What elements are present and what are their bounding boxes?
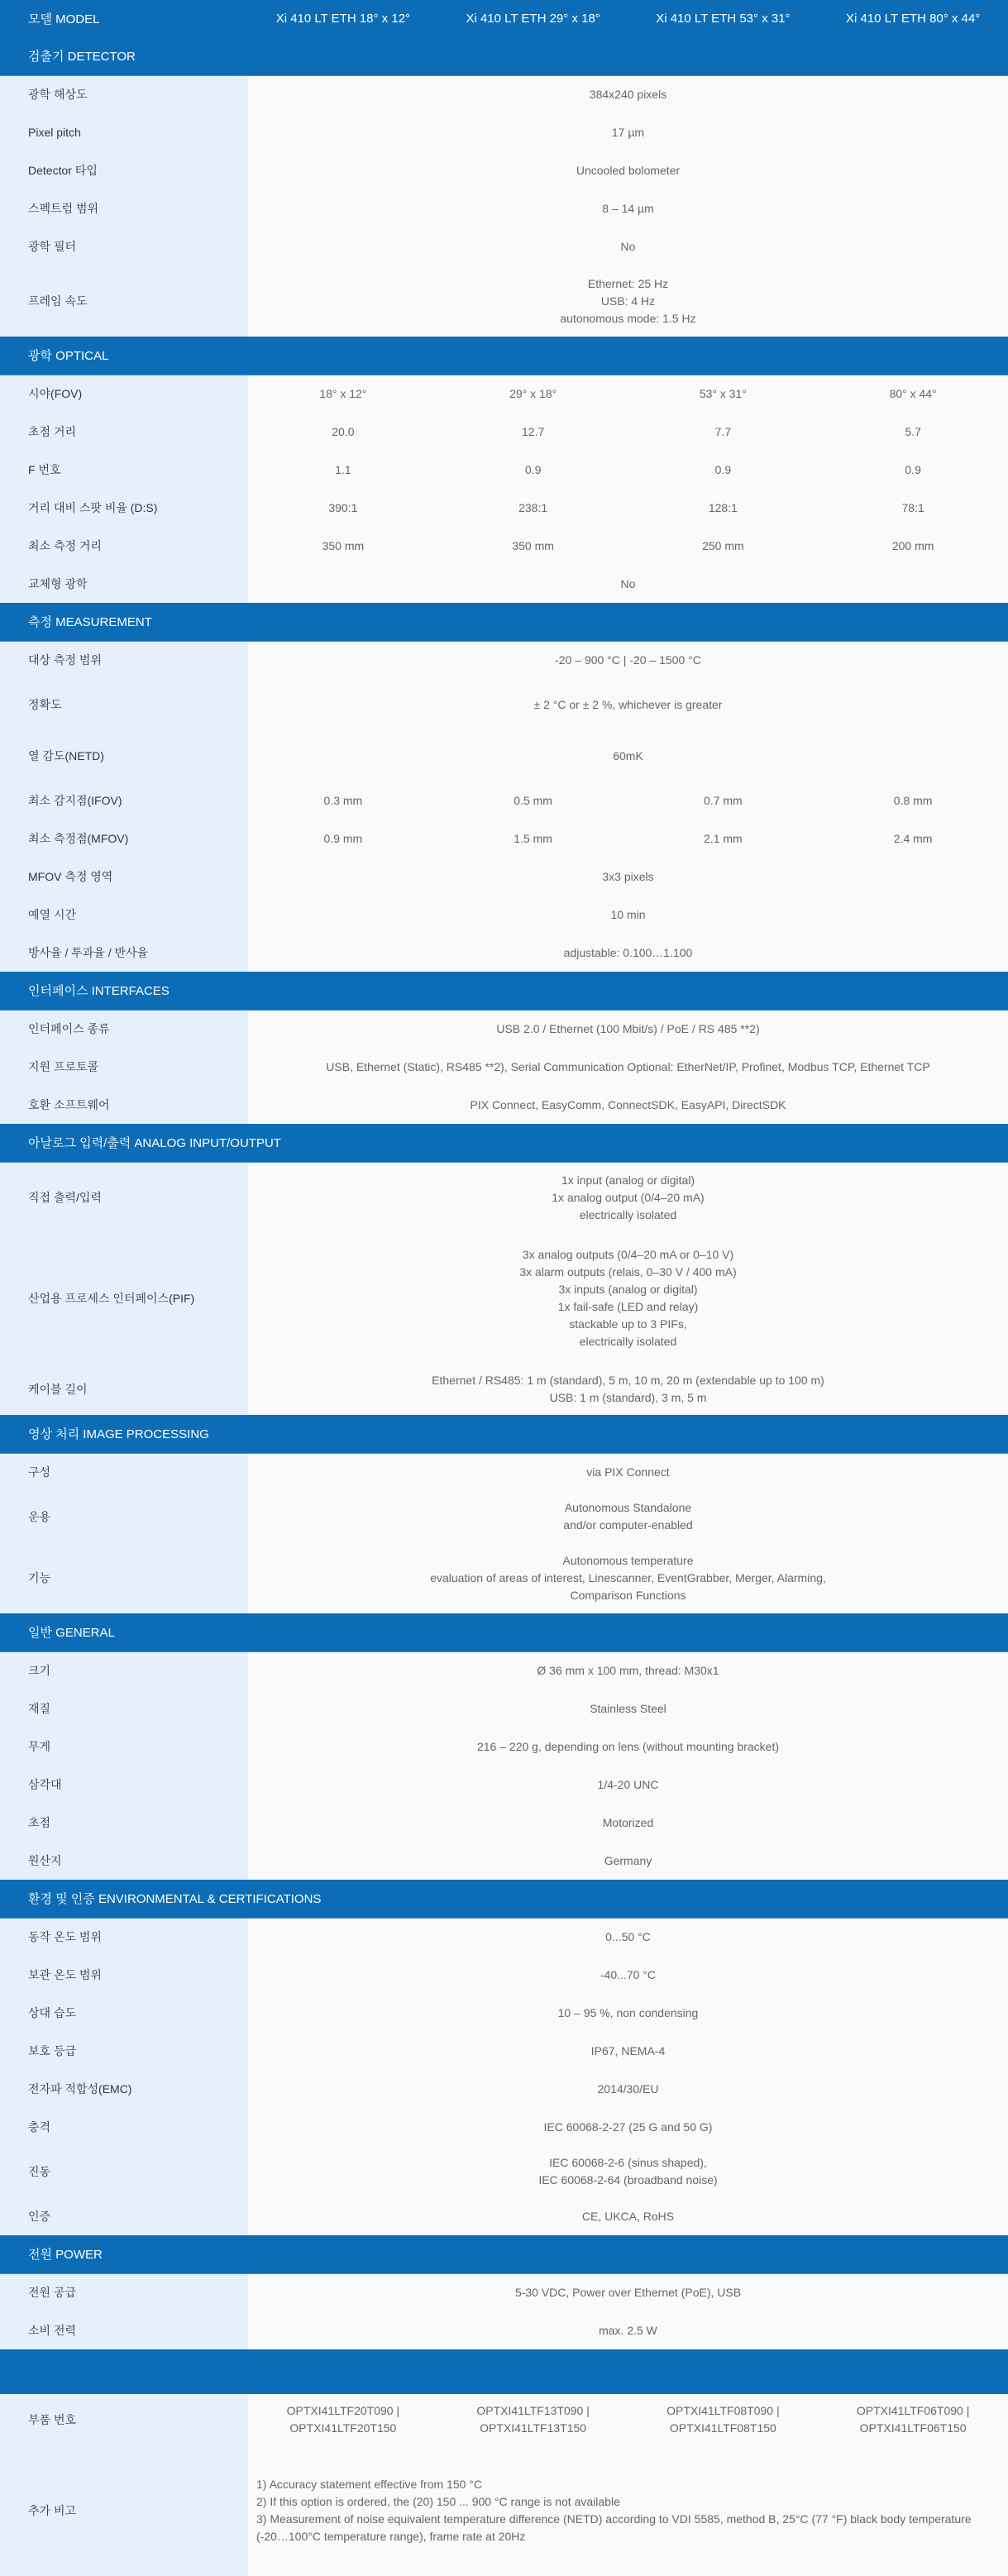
row-value [248, 1542, 1008, 1613]
row-value: 216 – 220 g, depending on lens (without mounting bracket) [248, 1728, 1008, 1766]
row-label: 크기 [0, 1651, 248, 1689]
row-value: 5-30 VDC, Power over Ethernet (PoE), USB [248, 2273, 1008, 2311]
row-value: No [248, 565, 1008, 603]
model-name: Xi 410 LT ETH 29° x 18° [438, 0, 628, 37]
value-line: 1x fail-safe (LED and relay) [557, 1300, 699, 1313]
value-line: Comparison Functions [570, 1588, 686, 1602]
table-row [0, 227, 1008, 265]
table-row [0, 113, 1008, 151]
value-line: 1x input (analog or digital) [561, 1173, 695, 1187]
note-line: 1) Accuracy statement effective from 150 °C [256, 2478, 483, 2491]
row-value: 29° x 18° [438, 375, 628, 413]
row-value: Stainless Steel [248, 1689, 1008, 1728]
row-value: adjustable: 0.100…1.100 [248, 934, 1008, 972]
row-value: USB 2.0 / Ethernet (100 Mbit/s) / PoE / RS 485 **2) [248, 1010, 1008, 1048]
row-label: 운용 [0, 1491, 248, 1542]
value-line: Autonomous Standalone [564, 1501, 692, 1514]
row-value: max. 2.5 W [248, 2311, 1008, 2349]
row-value: PIX Connect, EasyComm, ConnectSDK, EasyAPI, DirectSDK [248, 1086, 1008, 1124]
table-row [0, 730, 1008, 781]
row-label: 교체형 광학 [0, 565, 248, 603]
table-row [0, 781, 1008, 820]
row-value: 12.7 [438, 413, 628, 451]
row-value: 350 mm [248, 527, 438, 565]
row-label: 진동 [0, 2146, 248, 2197]
table-row [0, 189, 1008, 227]
row-label: 전자파 적합성(EMC) [0, 2070, 248, 2108]
row-value: 80° x 44° [818, 375, 1008, 413]
row-value [248, 1491, 1008, 1542]
note-line: 2) If this option is ordered, the (20) 150 ... 900 °C range is not available [256, 2495, 620, 2508]
table-row [0, 2197, 1008, 2235]
table-row [0, 1162, 1008, 1233]
notes-value [248, 2445, 1008, 2576]
value-line: electrically isolated [579, 1207, 677, 1221]
row-value: 238:1 [438, 489, 628, 527]
row-label: 구성 [0, 1453, 248, 1491]
row-label: 시야(FOV) [0, 375, 248, 413]
row-value: 350 mm [438, 527, 628, 565]
row-value: USB, Ethernet (Static), RS485 **2), Serial Communication Optional: EtherNet/IP, Profinet, Modbus TCP, Ethernet TCP [248, 1048, 1008, 1086]
row-value: -20 – 900 °C | -20 – 1500 °C [248, 641, 1008, 679]
row-value: Uncooled bolometer [248, 151, 1008, 189]
row-value: 18° x 12° [248, 375, 438, 413]
row-value [248, 2146, 1008, 2197]
section-header-power: 전원 POWER [0, 2235, 1008, 2273]
row-label: 충격 [0, 2108, 248, 2146]
table-row [0, 1048, 1008, 1086]
table-row [0, 1086, 1008, 1124]
row-value: 390:1 [248, 489, 438, 527]
table-row [0, 2146, 1008, 2197]
table-row [0, 265, 1008, 337]
row-value: 0.7 mm [628, 781, 819, 820]
row-value: 7.7 [628, 413, 819, 451]
part-number [438, 2394, 628, 2445]
row-label: 열 감도(NETD) [0, 730, 248, 781]
section-header-interfaces: 인터페이스 INTERFACES [0, 972, 1008, 1010]
row-value [248, 1162, 1008, 1233]
row-label: 원산지 [0, 1842, 248, 1880]
value-line: 1x analog output (0/4–20 mA) [552, 1190, 705, 1204]
table-row [0, 1542, 1008, 1613]
row-value: Ø 36 mm x 100 mm, thread: M30x1 [248, 1651, 1008, 1689]
row-value: 17 µm [248, 113, 1008, 151]
row-label: 초점 거리 [0, 413, 248, 451]
table-row [0, 679, 1008, 730]
value-line: IEC 60068-2-6 (sinus shaped), [549, 2156, 707, 2169]
row-value: 8 – 14 µm [248, 189, 1008, 227]
table-row [0, 565, 1008, 603]
table-row [0, 1010, 1008, 1048]
section-header-detector: 검출기 DETECTOR [0, 37, 1008, 75]
row-value: 78:1 [818, 489, 1008, 527]
row-value: IP67, NEMA-4 [248, 2032, 1008, 2070]
row-value: 2.4 mm [818, 820, 1008, 858]
value-line: USB: 4 Hz [600, 294, 656, 308]
row-value: 200 mm [818, 527, 1008, 565]
table-row [0, 1364, 1008, 1415]
section-header-image-processing: 영상 처리 IMAGE PROCESSING [0, 1415, 1008, 1453]
row-label: 직접 출력/입력 [0, 1162, 248, 1233]
row-value: 0.9 mm [248, 820, 438, 858]
row-label: 상대 습도 [0, 1994, 248, 2032]
value-line: USB: 1 m (standard), 3 m, 5 m [549, 1391, 707, 1404]
row-label: 소비 전력 [0, 2311, 248, 2349]
row-label: 스펙트럼 범위 [0, 189, 248, 227]
row-label: 전원 공급 [0, 2273, 248, 2311]
row-label: Detector 타입 [0, 151, 248, 189]
row-value: 0.8 mm [818, 781, 1008, 820]
model-name: Xi 410 LT ETH 18° x 12° [248, 0, 438, 37]
table-row [0, 1233, 1008, 1364]
part-number [248, 2394, 438, 2445]
table-row [0, 820, 1008, 858]
row-label: 방사율 / 투과율 / 반사율 [0, 934, 248, 972]
row-value: Motorized [248, 1804, 1008, 1842]
row-value: 250 mm [628, 527, 819, 565]
row-value [248, 265, 1008, 337]
row-label: 보호 등급 [0, 2032, 248, 2070]
row-value: 10 – 95 %, non condensing [248, 1994, 1008, 2032]
table-row [0, 1453, 1008, 1491]
value-line: Ethernet / RS485: 1 m (standard), 5 m, 10 m, 20 m (extendable up to 100 m) [432, 1374, 824, 1387]
table-row [0, 375, 1008, 413]
table-row [0, 1651, 1008, 1689]
value-line: OPTXI41LTF20T090 | [286, 2404, 400, 2417]
table-row [0, 413, 1008, 451]
value-line: OPTXI41LTF08T090 | [666, 2404, 780, 2417]
part-number [628, 2394, 819, 2445]
table-row [0, 896, 1008, 934]
value-line: 3x alarm outputs (relais, 0–30 V / 400 mA) [519, 1265, 737, 1278]
table-row [0, 2273, 1008, 2311]
row-value: ± 2 °C or ± 2 %, whichever is greater [248, 679, 1008, 730]
row-label: 최소 측정점(MFOV) [0, 820, 248, 858]
row-value [248, 1233, 1008, 1364]
row-label: 케이블 길이 [0, 1364, 248, 1415]
table-row [0, 151, 1008, 189]
value-line: OPTXI41LTF20T150 [289, 2421, 397, 2435]
row-value: 384x240 pixels [248, 75, 1008, 113]
table-row [0, 1689, 1008, 1728]
row-label: 기능 [0, 1542, 248, 1613]
row-label: 동작 온도 범위 [0, 1918, 248, 1956]
value-line: stackable up to 3 PIFs, [569, 1317, 687, 1331]
value-line: autonomous mode: 1.5 Hz [560, 311, 696, 325]
row-label: 최소 측정 거리 [0, 527, 248, 565]
row-value: via PIX Connect [248, 1453, 1008, 1491]
row-value: 60mK [248, 730, 1008, 781]
row-label: 광학 해상도 [0, 75, 248, 113]
section-header-environmental: 환경 및 인증 ENVIRONMENTAL & CERTIFICATIONS [0, 1880, 1008, 1918]
row-label: 초점 [0, 1804, 248, 1842]
table-row [0, 1918, 1008, 1956]
row-label: 부품 번호 [0, 2394, 248, 2445]
row-value: 0.3 mm [248, 781, 438, 820]
row-label: 광학 필터 [0, 227, 248, 265]
value-line: OPTXI41LTF13T090 | [476, 2404, 590, 2417]
row-label: MFOV 측정 영역 [0, 858, 248, 896]
value-line: and/or computer-enabled [563, 1518, 693, 1532]
row-label: 추가 비고 [0, 2445, 248, 2576]
table-row [0, 934, 1008, 972]
row-value: No [248, 227, 1008, 265]
table-row [0, 451, 1008, 489]
table-row [0, 641, 1008, 679]
row-value: -40...70 °C [248, 1956, 1008, 1994]
row-value: 53° x 31° [628, 375, 819, 413]
table-row [0, 75, 1008, 113]
note-line: 3) Measurement of noise equivalent temperature difference (NETD) according to VDI 5585, method B, 25°C (77 °F) black body temperature (-20…100°C temperature range), frame rate at 20Hz [256, 2512, 972, 2543]
row-label: 프레임 속도 [0, 265, 248, 337]
table-row [0, 1804, 1008, 1842]
row-value: 3x3 pixels [248, 858, 1008, 896]
row-label: 무게 [0, 1728, 248, 1766]
row-value: Germany [248, 1842, 1008, 1880]
row-label: 최소 감지점(IFOV) [0, 781, 248, 820]
row-value: 0.9 [818, 451, 1008, 489]
table-row [0, 1842, 1008, 1880]
value-line: OPTXI41LTF08T150 [669, 2421, 776, 2435]
value-line: OPTXI41LTF06T150 [859, 2421, 967, 2435]
value-line: 3x inputs (analog or digital) [558, 1283, 698, 1296]
part-number [818, 2394, 1008, 2445]
row-value: 0.9 [628, 451, 819, 489]
table-row-notes [0, 2445, 1008, 2576]
row-value: 0.9 [438, 451, 628, 489]
row-label: 지원 프로토콜 [0, 1048, 248, 1086]
row-value: 10 min [248, 896, 1008, 934]
row-label: 재질 [0, 1689, 248, 1728]
table-row [0, 1491, 1008, 1542]
row-value: 0...50 °C [248, 1918, 1008, 1956]
table-row-part-numbers [0, 2394, 1008, 2445]
table-row [0, 2070, 1008, 2108]
section-header-measurement: 측정 MEASUREMENT [0, 603, 1008, 641]
row-label: Pixel pitch [0, 113, 248, 151]
value-line: Ethernet: 25 Hz [587, 276, 669, 290]
row-label: 호환 소프트웨어 [0, 1086, 248, 1124]
table-row [0, 1994, 1008, 2032]
model-header-row [0, 0, 1008, 37]
section-header-optical: 광학 OPTICAL [0, 337, 1008, 375]
row-value: 1.5 mm [438, 820, 628, 858]
row-label: 인터페이스 종류 [0, 1010, 248, 1048]
value-line: Autonomous temperature [562, 1553, 694, 1567]
row-label: 정확도 [0, 679, 248, 730]
model-label: 모델 MODEL [0, 0, 248, 37]
model-name: Xi 410 LT ETH 53° x 31° [628, 0, 819, 37]
row-value: 128:1 [628, 489, 819, 527]
row-label: F 번호 [0, 451, 248, 489]
value-line: 3x analog outputs (0/4–20 mA or 0–10 V) [522, 1248, 734, 1261]
row-label: 인증 [0, 2197, 248, 2235]
value-line: OPTXI41LTF13T150 [480, 2421, 587, 2435]
row-value [248, 1364, 1008, 1415]
row-label: 삼각대 [0, 1766, 248, 1804]
value-line: IEC 60068-2-64 (broadband noise) [538, 2173, 718, 2186]
row-label: 대상 측정 범위 [0, 641, 248, 679]
row-label: 산업용 프로세스 인터페이스(PIF) [0, 1233, 248, 1364]
table-row [0, 1728, 1008, 1766]
table-row [0, 2032, 1008, 2070]
row-label: 보관 온도 범위 [0, 1956, 248, 1994]
value-line: electrically isolated [579, 1335, 677, 1348]
value-line: OPTXI41LTF06T090 | [856, 2404, 970, 2417]
row-label: 예열 시간 [0, 896, 248, 934]
table-row [0, 1766, 1008, 1804]
table-row [0, 2108, 1008, 2146]
value-line: evaluation of areas of interest, Linescanner, EventGrabber, Merger, Alarming, [430, 1570, 826, 1584]
section-header-general: 일반 GENERAL [0, 1613, 1008, 1651]
section-header-blank [0, 2349, 1008, 2394]
table-row [0, 2311, 1008, 2349]
table-row [0, 1956, 1008, 1994]
row-label: 거리 대비 스팟 비율 (D:S) [0, 489, 248, 527]
row-value: 0.5 mm [438, 781, 628, 820]
table-row [0, 527, 1008, 565]
row-value: 1.1 [248, 451, 438, 489]
row-value: IEC 60068-2-27 (25 G and 50 G) [248, 2108, 1008, 2146]
row-value: CE, UKCA, RoHS [248, 2197, 1008, 2235]
row-value: 5.7 [818, 413, 1008, 451]
row-value: 20.0 [248, 413, 438, 451]
table-row [0, 858, 1008, 896]
row-value: 2014/30/EU [248, 2070, 1008, 2108]
row-value: 1/4-20 UNC [248, 1766, 1008, 1804]
section-header-analog: 아날로그 입력/출력 ANALOG INPUT/OUTPUT [0, 1124, 1008, 1162]
table-row [0, 489, 1008, 527]
model-name: Xi 410 LT ETH 80° x 44° [818, 0, 1008, 37]
row-value: 2.1 mm [628, 820, 819, 858]
